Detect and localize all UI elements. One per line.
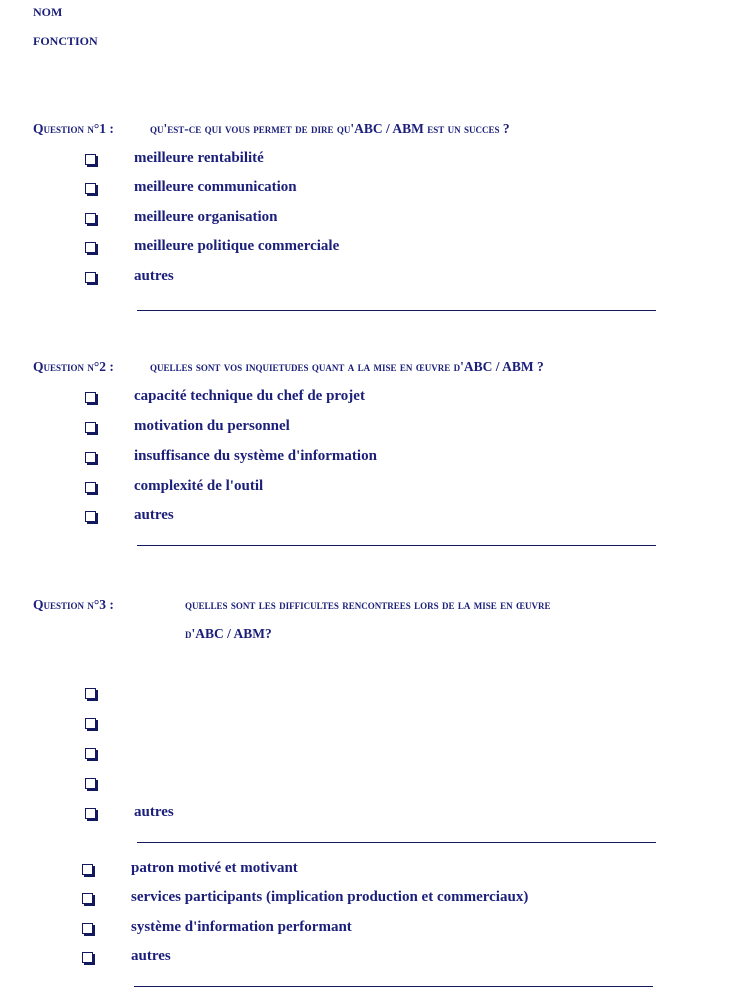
q4-option-3-checkbox[interactable] <box>82 923 93 934</box>
nom-label: NOM <box>33 5 63 19</box>
question-3-title-line-2: d'ABC / ABM? <box>185 626 272 641</box>
q3-other-answer-line[interactable] <box>137 842 656 843</box>
fonction-label: FONCTION <box>33 34 98 48</box>
q3-option-5-checkbox[interactable] <box>85 808 96 819</box>
q2-option-4-checkbox[interactable] <box>85 482 96 493</box>
q1-option-2-label: meilleure communication <box>134 179 297 195</box>
q1-option-4-checkbox[interactable] <box>85 242 96 253</box>
q3-option-4-checkbox[interactable] <box>85 778 96 789</box>
q2-option-5-label: autres <box>134 507 174 523</box>
q1-option-5-checkbox[interactable] <box>85 272 96 283</box>
question-3-title-line-1: quelles sont les difficultes rencontrees lors de la mise en œuvre <box>185 597 551 612</box>
question-1-title: qu'est-ce qui vous permet de dire qu'ABC / ABM est un succes ? <box>150 121 510 136</box>
q2-option-1-checkbox[interactable] <box>85 392 96 403</box>
question-1-label: Question n°1 : <box>33 121 114 136</box>
q3-option-1-checkbox[interactable] <box>85 688 96 699</box>
question-3-label: Question n°3 : <box>33 597 114 612</box>
q1-other-answer-line[interactable] <box>137 310 656 311</box>
q4-option-4-label: autres <box>131 948 171 964</box>
question-2-title: quelles sont vos inquietudes quant a la mise en œuvre d'ABC / ABM ? <box>150 359 544 374</box>
q2-option-5-checkbox[interactable] <box>85 511 96 522</box>
q4-other-answer-line[interactable] <box>134 986 653 987</box>
q2-option-4-label: complexité de l'outil <box>134 478 264 494</box>
question-2-label: Question n°2 : <box>33 359 114 374</box>
q2-option-2-checkbox[interactable] <box>85 422 96 433</box>
q1-option-1-label: meilleure rentabilité <box>134 150 264 166</box>
q4-option-2-checkbox[interactable] <box>82 893 93 904</box>
q2-option-3-label: insuffisance du système d'information <box>134 448 377 464</box>
q1-option-2-checkbox[interactable] <box>85 183 96 194</box>
q1-option-5-label: autres <box>134 268 174 284</box>
q1-option-1-checkbox[interactable] <box>85 154 96 165</box>
q3-option-2-checkbox[interactable] <box>85 718 96 729</box>
q4-option-2-label: services participants (implication production et commerciaux) <box>131 889 529 905</box>
q1-option-3-label: meilleure organisation <box>134 209 278 225</box>
q4-option-1-label: patron motivé et motivant <box>131 860 298 876</box>
q4-option-1-checkbox[interactable] <box>82 864 93 875</box>
q1-option-4-label: meilleure politique commerciale <box>134 238 340 254</box>
q2-option-3-checkbox[interactable] <box>85 452 96 463</box>
q2-other-answer-line[interactable] <box>137 545 656 546</box>
q2-option-2-label: motivation du personnel <box>134 418 290 434</box>
q4-option-4-checkbox[interactable] <box>82 952 93 963</box>
q3-option-3-checkbox[interactable] <box>85 748 96 759</box>
q2-option-1-label: capacité technique du chef de projet <box>134 388 365 404</box>
q4-option-3-label: système d'information performant <box>131 919 352 935</box>
q1-option-3-checkbox[interactable] <box>85 213 96 224</box>
q3-option-5-label: autres <box>134 804 174 820</box>
